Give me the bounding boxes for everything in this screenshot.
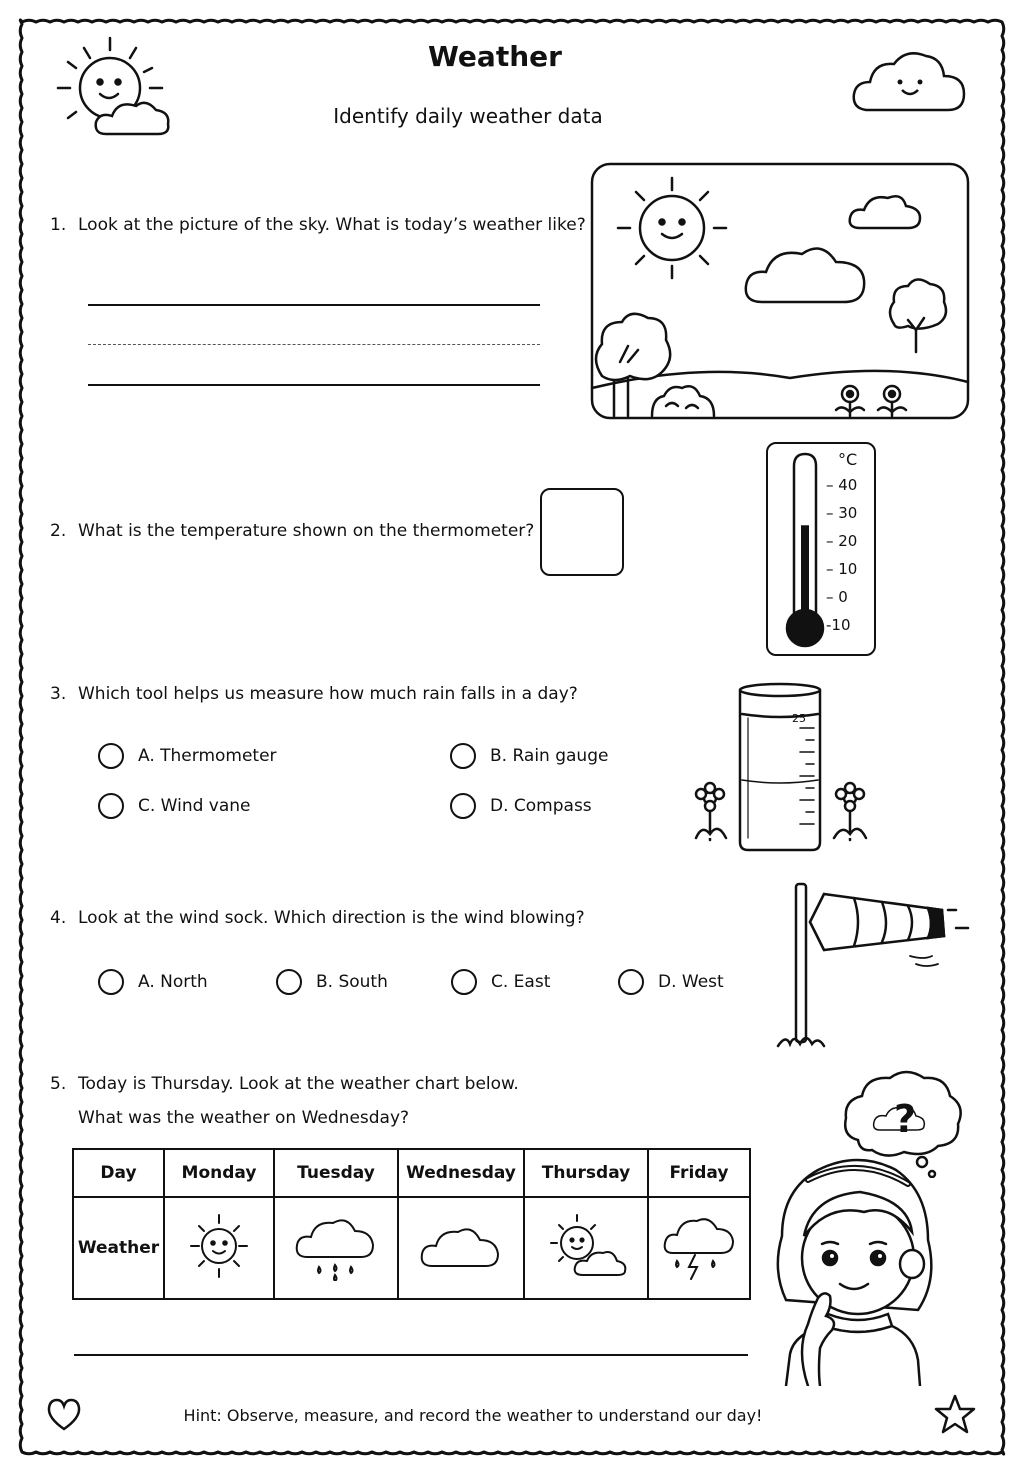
option-label: B. Rain gauge [490, 746, 609, 766]
day-cell: Tuesday [274, 1149, 398, 1197]
question-3 [50, 684, 578, 704]
table-header-row [73, 1149, 750, 1197]
question-text: Look at the wind sock. Which direction is the wind blowing? [78, 908, 585, 928]
rain-gauge-top-label: 25 [792, 712, 806, 725]
temperature-answer-box[interactable] [540, 488, 624, 576]
radio-circle[interactable] [451, 969, 477, 995]
option-label: C. East [491, 972, 551, 992]
rain-cloud-icon [291, 1211, 381, 1281]
question-number: 5. [50, 1074, 67, 1094]
q3-option-b[interactable] [450, 743, 608, 769]
table-weather-row [73, 1197, 750, 1299]
day-cell: Wednesday [398, 1149, 524, 1197]
radio-circle[interactable] [618, 969, 644, 995]
weather-cell [648, 1197, 750, 1299]
cloud-icon [416, 1216, 506, 1276]
q4-option-c[interactable] [451, 969, 550, 995]
question-text: What is the temperature shown on the thermometer? [78, 521, 535, 541]
day-cell: Monday [164, 1149, 274, 1197]
flower-icon [834, 783, 866, 840]
storm-cloud-icon [659, 1211, 739, 1281]
radio-circle[interactable] [98, 969, 124, 995]
footer-hint: Hint: Observe, measure, and record the weather to understand our day! [183, 1406, 763, 1425]
star-icon [934, 1394, 976, 1434]
radio-circle[interactable] [98, 743, 124, 769]
q3-option-a[interactable] [98, 743, 277, 769]
question-4 [50, 908, 585, 928]
q4-option-d[interactable] [618, 969, 724, 995]
sun-cloud-icon [541, 1211, 631, 1281]
question-5-line-2: What was the weather on Wednesday? [78, 1108, 410, 1128]
weather-cell [524, 1197, 648, 1299]
question-mark: ? [894, 1097, 917, 1141]
thermometer-tick-label: – 10 [826, 560, 858, 578]
question-text: Look at the picture of the sky. What is today’s weather like? [78, 215, 586, 235]
question-number: 1. [50, 215, 67, 235]
option-label: A. Thermometer [138, 746, 277, 766]
thermometer-icon [780, 452, 830, 650]
q5-answer-line[interactable] [74, 1354, 748, 1356]
question-number: 2. [50, 521, 67, 541]
q4-option-a[interactable] [98, 969, 208, 995]
page-subtitle: Identify daily weather data [333, 104, 603, 128]
question-text: Which tool helps us measure how much rain falls in a day? [78, 684, 578, 704]
flower-icon [696, 783, 726, 840]
question-2 [50, 521, 534, 541]
weather-cell [164, 1197, 274, 1299]
thermometer-tick-label: -10 [826, 616, 851, 634]
answer-line-2-dashed[interactable] [88, 344, 540, 345]
thermometer-tick-label: – 40 [826, 476, 858, 494]
wind-sock-icon [772, 880, 972, 1050]
option-label: A. North [138, 972, 208, 992]
q3-option-d[interactable] [450, 793, 592, 819]
sky-scene-picture [590, 162, 970, 420]
sun-icon [179, 1211, 259, 1281]
question-number: 3. [50, 684, 67, 704]
radio-circle[interactable] [450, 793, 476, 819]
thermometer-tick-label: – 30 [826, 504, 858, 522]
weather-cell [398, 1197, 524, 1299]
q4-option-b[interactable] [276, 969, 388, 995]
option-label: D. West [658, 972, 724, 992]
weather-cell [274, 1197, 398, 1299]
question-text: Today is Thursday. Look at the weather chart below. [78, 1074, 519, 1094]
row-label-weather: Weather [73, 1197, 164, 1299]
q3-option-c[interactable] [98, 793, 251, 819]
thermometer-tick-label: – 0 [826, 588, 848, 606]
radio-circle[interactable] [450, 743, 476, 769]
option-label: C. Wind vane [138, 796, 251, 816]
option-label: B. South [316, 972, 388, 992]
radio-circle[interactable] [98, 793, 124, 819]
day-cell: Friday [648, 1149, 750, 1197]
page-title: Weather [428, 40, 562, 73]
rain-gauge-icon [688, 678, 872, 852]
radio-circle[interactable] [276, 969, 302, 995]
thermometer-tick-label: – 20 [826, 532, 858, 550]
question-1 [50, 215, 586, 235]
day-cell: Thursday [524, 1149, 648, 1197]
row-label-day: Day [73, 1149, 164, 1197]
question-5-line-1 [50, 1074, 519, 1094]
answer-line-1[interactable] [88, 304, 540, 306]
thermometer-unit: °C [838, 450, 858, 469]
question-number: 4. [50, 908, 67, 928]
thermometer-card [766, 442, 876, 656]
answer-line-3[interactable] [88, 384, 540, 386]
thinking-girl-illustration [768, 1140, 948, 1386]
option-label: D. Compass [490, 796, 592, 816]
weather-chart-table [72, 1148, 751, 1300]
